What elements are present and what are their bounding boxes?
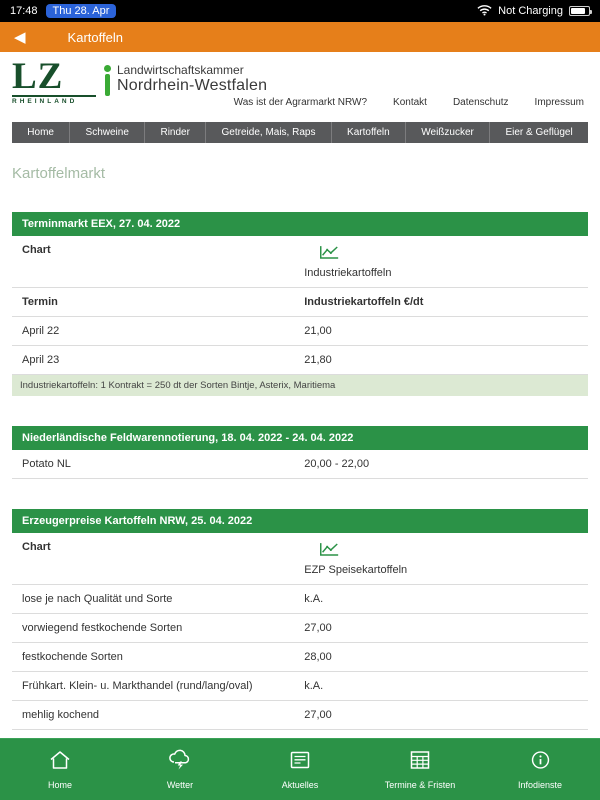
nav-item-kartoffeln[interactable]: Kartoffeln <box>331 122 405 143</box>
lz-logo[interactable] <box>12 56 96 122</box>
row-value: 28,00 <box>304 651 332 663</box>
line-chart-icon <box>304 244 578 264</box>
row-value: 20,00 - 22,00 <box>304 458 370 470</box>
row-label: April 23 <box>22 354 60 366</box>
section-header: Niederländische Feldwarennotierung, 18. 04. 2022 - 24. 04. 2022 <box>12 426 588 450</box>
tab-termine[interactable] <box>360 739 480 800</box>
home-icon <box>48 749 72 776</box>
table-row <box>12 346 588 375</box>
section-feldwarennotierung <box>12 426 588 479</box>
tab-wetter[interactable] <box>120 739 240 800</box>
table-row <box>12 585 588 614</box>
app-bar <box>0 22 600 52</box>
link-kontakt[interactable]: Kontakt <box>393 97 427 108</box>
battery-icon <box>569 6 590 16</box>
link-impressum[interactable]: Impressum <box>534 97 584 108</box>
lwk-logo-line1: Landwirtschaftskammer <box>117 63 244 77</box>
tab-home[interactable] <box>0 739 120 800</box>
row-value: 27,00 <box>304 622 332 634</box>
tab-bar <box>0 738 600 800</box>
chart-row-label: Chart <box>22 541 51 553</box>
main-nav <box>12 122 588 143</box>
lz-logo-subtext: RHEINLAND <box>12 95 96 105</box>
table-row <box>12 672 588 701</box>
lz-logo-text: LZ <box>12 56 64 97</box>
row-label: lose je nach Qualität und Sorte <box>22 593 173 605</box>
row-value: 27,00 <box>304 709 332 721</box>
status-bar <box>0 0 600 22</box>
tab-infodienste[interactable] <box>480 739 600 800</box>
row-value: k.A. <box>304 680 324 692</box>
row-label: Potato NL <box>22 458 71 470</box>
lwk-leaf-icon <box>104 63 111 96</box>
status-date: Thu 28. Apr <box>46 4 117 18</box>
nav-item-rinder[interactable]: Rinder <box>144 122 205 143</box>
footnote: Industriekartoffeln: 1 Kontrakt = 250 dt der Sorten Bintje, Asterix, Maritiema <box>12 375 588 396</box>
section-header: Erzeugerpreise Kartoffeln NRW, 25. 04. 2022 <box>12 509 588 533</box>
status-time: 17:48 <box>10 5 38 17</box>
tab-label: Wetter <box>166 780 194 790</box>
line-chart-icon <box>304 541 578 561</box>
column-header: Industriekartoffeln €/dt <box>304 296 424 308</box>
tab-label: Termine & Fristen <box>384 780 456 790</box>
section-header: Terminmarkt EEX, 27. 04. 2022 <box>12 212 588 236</box>
header-links <box>234 97 584 108</box>
battery-status: Not Charging <box>498 5 563 17</box>
table-row <box>12 317 588 346</box>
row-label: vorwiegend festkochende Sorten <box>22 622 183 634</box>
nav-item-eier-gefluegel[interactable]: Eier & Geflügel <box>489 122 588 143</box>
row-value: k.A. <box>304 593 324 605</box>
link-datenschutz[interactable]: Datenschutz <box>452 97 509 108</box>
wifi-icon <box>477 4 492 19</box>
lwk-logo[interactable] <box>104 63 267 122</box>
chart-value: EZP Speisekartoffeln <box>304 564 408 576</box>
weather-icon <box>167 749 193 776</box>
table-row <box>12 236 588 288</box>
table-row <box>12 614 588 643</box>
table-header-row <box>12 288 588 317</box>
table-row <box>12 701 588 730</box>
nav-item-home[interactable]: Home <box>27 127 54 138</box>
tab-label: Aktuelles <box>281 780 319 790</box>
tab-label: Infodienste <box>517 780 563 790</box>
row-label: mehlig kochend <box>22 709 100 721</box>
chart-link[interactable] <box>294 236 588 287</box>
link-agrarmarkt-nrw[interactable]: Was ist der Agrarmarkt NRW? <box>233 97 368 108</box>
tab-label: Home <box>47 780 72 790</box>
lwk-logo-line2: Nordrhein-Westfalen <box>117 77 268 94</box>
nav-item-getreide-mais-raps[interactable]: Getreide, Mais, Raps <box>205 122 331 143</box>
site-header <box>0 52 600 122</box>
table-row <box>12 450 588 479</box>
table-row <box>12 533 588 585</box>
page-title: Kartoffelmarkt <box>12 165 106 182</box>
row-value: 21,80 <box>304 354 332 366</box>
row-label: festkochende Sorten <box>22 651 123 663</box>
section-erzeugerpreise <box>12 509 588 730</box>
chart-row-label: Chart <box>22 244 51 256</box>
table-row <box>12 643 588 672</box>
row-label: Frühkart. Klein- u. Markthandel (rund/lang/oval) <box>22 680 253 692</box>
nav-item-weisszucker[interactable]: Weißzucker <box>405 122 489 143</box>
row-label: April 22 <box>22 325 60 337</box>
info-icon <box>529 749 552 776</box>
content <box>0 165 600 784</box>
nav-item-schweine[interactable]: Schweine <box>69 122 144 143</box>
news-icon <box>288 749 312 776</box>
column-header: Termin <box>22 296 58 308</box>
tab-aktuelles[interactable] <box>240 739 360 800</box>
chart-value: Industriekartoffeln <box>304 267 392 279</box>
back-button[interactable]: ◀ <box>14 28 26 46</box>
calendar-icon <box>408 749 432 776</box>
row-value: 21,00 <box>304 325 332 337</box>
section-terminmarkt-eex <box>12 212 588 396</box>
chart-link[interactable] <box>294 533 588 584</box>
app-bar-title: Kartoffeln <box>67 29 123 45</box>
